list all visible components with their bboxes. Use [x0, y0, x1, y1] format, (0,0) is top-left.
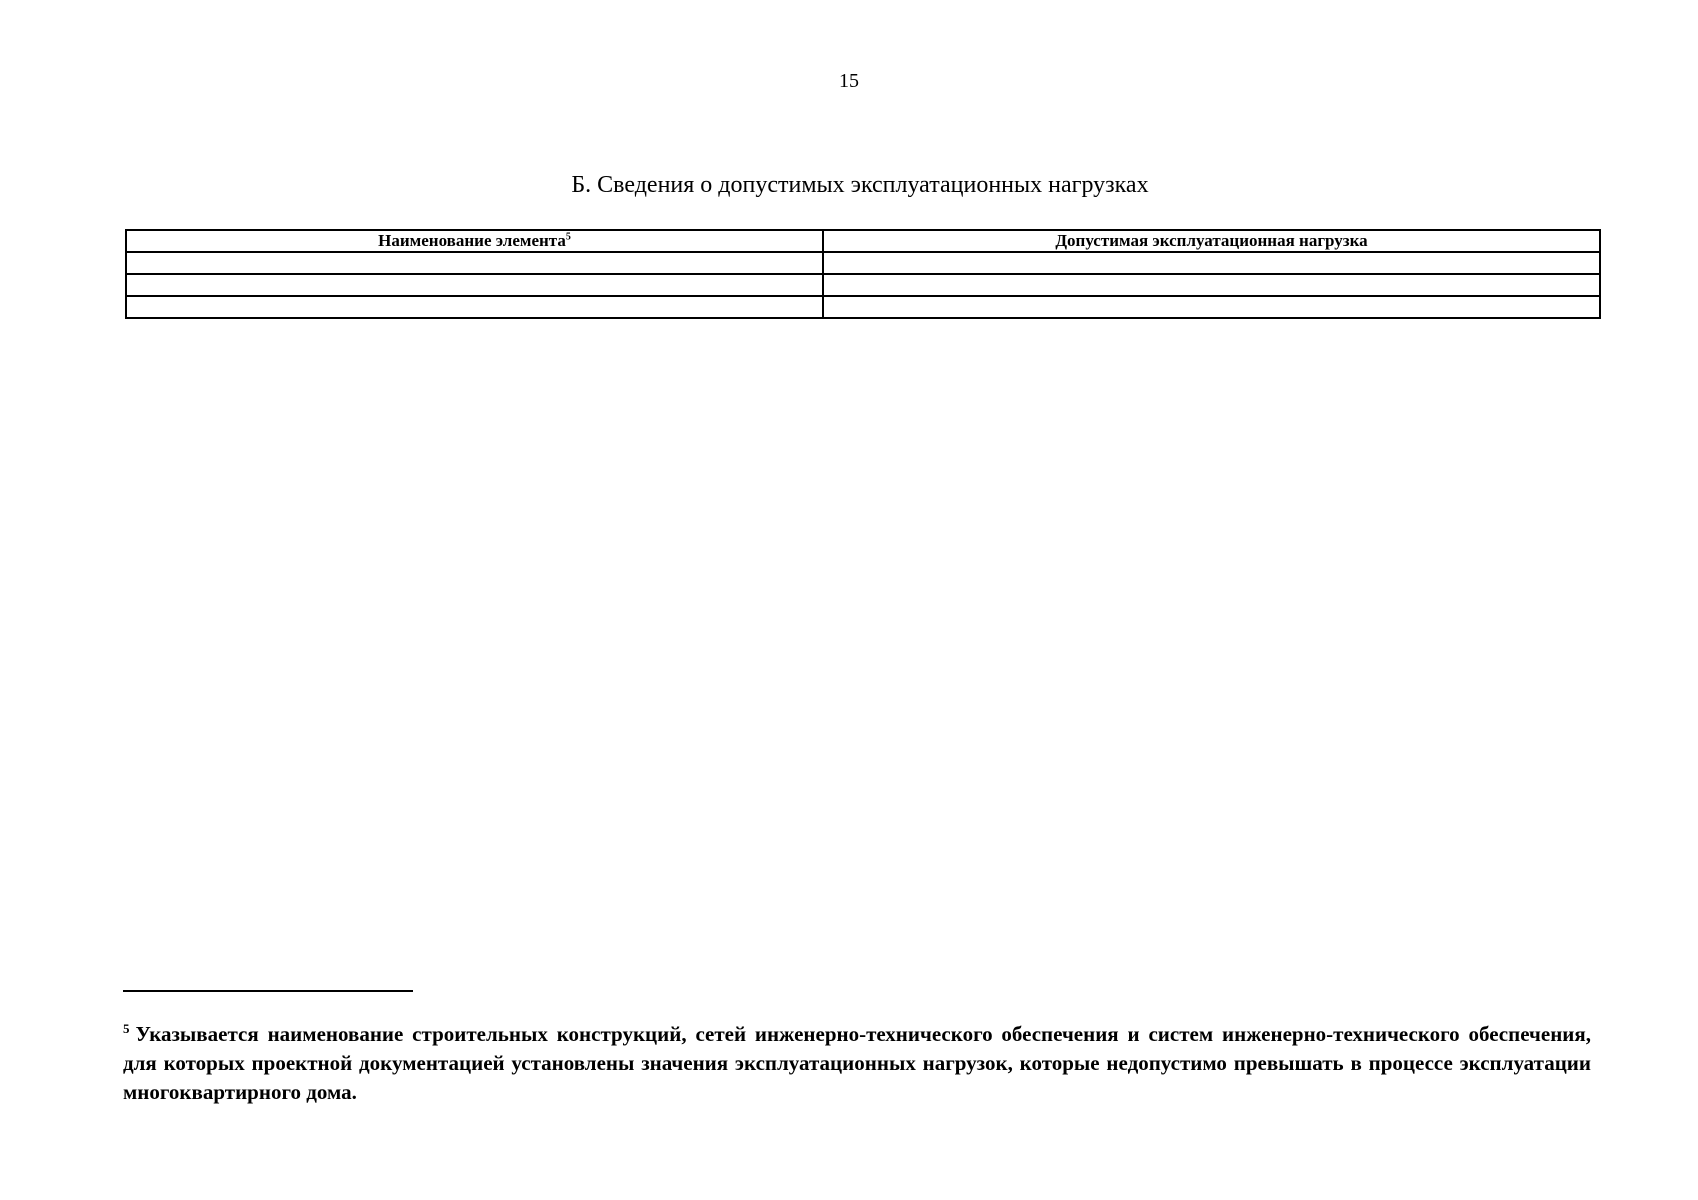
footnote-marker: 5: [123, 1021, 130, 1036]
footnote: [123, 1020, 1591, 1107]
cell-permissible-load: [823, 296, 1600, 318]
table-row: [126, 296, 1600, 318]
header-permissible-load: Допустимая эксплуатационная нагрузка: [823, 230, 1600, 252]
page-number: 15: [839, 70, 859, 92]
header-element-name: [126, 230, 823, 252]
permissible-loads-table: [125, 229, 1601, 319]
cell-permissible-load: [823, 252, 1600, 274]
section-title: Б. Сведения о допустимых эксплуатационных нагрузках: [571, 172, 1149, 198]
cell-element-name: [126, 252, 823, 274]
cell-permissible-load: [823, 274, 1600, 296]
table-row: [126, 274, 1600, 296]
footnote-divider: [123, 990, 413, 992]
cell-element-name: [126, 296, 823, 318]
footnote-text: Указывается наименование строительных конструкций, сетей инженерно-технического обеспечения и систем инженерно-технического обеспечения, для которых проектной документацией установлены значения эксплуатационных нагрузок, которые недопустимо превышать в процессе эксплуатации многоквартирного дома.: [123, 1022, 1591, 1104]
table-row: [126, 252, 1600, 274]
table-header-row: [126, 230, 1600, 252]
header-element-name-label: Наименование элемента: [378, 231, 566, 250]
footnote-reference: 5: [565, 231, 571, 243]
cell-element-name: [126, 274, 823, 296]
